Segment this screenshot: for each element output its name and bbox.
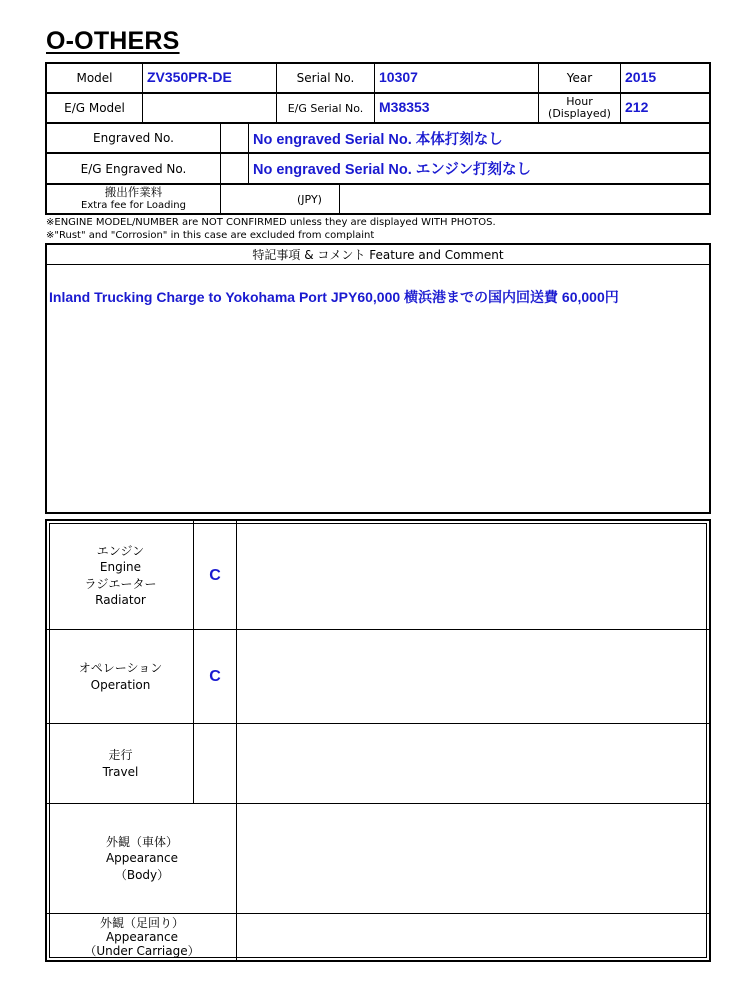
hour-label (539, 94, 620, 122)
operation-label-en: Operation (90, 677, 151, 692)
fee-label-en: Extra fee for Loading (81, 200, 186, 211)
engine-grade: C (209, 566, 221, 584)
appearance-body-label-jp: 外観（車体） (105, 834, 178, 849)
feature-comment-text: Inland Trucking Charge to Yokohama Port JPY60,000 横浜港までの国内回送費 60,000円 (49, 289, 619, 305)
radiator-label-en: Radiator (95, 593, 146, 607)
travel-label (48, 724, 193, 803)
operation-label (48, 630, 193, 723)
appearance-body-label (48, 804, 236, 913)
engine-label-en: Engine (99, 560, 142, 574)
fee-label-jp: 搬出作業料 (104, 185, 163, 199)
appearance-uc-label-jp: 外観（足回り） (99, 916, 184, 930)
appearance-body-label-en: Appearance (105, 851, 179, 866)
appearance-uc-label-en: Appearance (105, 930, 179, 944)
engine-label-jp: エンジン (96, 543, 145, 558)
page-title: O-OTHERS (46, 27, 180, 55)
fee-unit: (JPY) (297, 192, 322, 206)
engraved-label: Engraved No. (93, 131, 174, 145)
model-value: ZV350PR-DE (147, 69, 232, 85)
operation-grade: C (209, 667, 221, 685)
travel-label-jp: 走行 (108, 748, 133, 762)
fee-label (47, 185, 220, 213)
appearance-undercarriage-label (48, 914, 236, 960)
operation-label-jp: オペレーション (78, 661, 163, 675)
eg-engraved-label: E/G Engraved No. (80, 161, 187, 176)
engine-radiator-label (48, 522, 193, 629)
serial-value: 10307 (379, 69, 418, 85)
eg-engraved-value: No engraved Serial No. エンジン打刻なし (253, 162, 532, 178)
fee-value (340, 185, 709, 213)
hour-value: 212 (625, 99, 649, 115)
year-label: Year (566, 71, 593, 85)
travel-grade (194, 724, 236, 803)
appearance-undercarriage-comment (238, 914, 708, 960)
serial-label: Serial No. (296, 71, 355, 85)
model-label: Model (76, 71, 113, 85)
engine-comment (238, 522, 708, 629)
note-rust-exclusion: ※"Rust" and "Corrosion" in this case are excluded from complaint (46, 230, 375, 241)
radiator-label-jp: ラジエーター (84, 576, 157, 591)
travel-comment (238, 724, 708, 803)
eg-model-label: E/G Model (64, 101, 125, 115)
operation-comment (238, 630, 708, 723)
travel-label-en: Travel (102, 764, 139, 779)
eg-serial-value: M38353 (379, 99, 430, 115)
engraved-value: No engraved Serial No. 本体打刻なし (253, 131, 503, 148)
eg-model-value (143, 94, 276, 120)
hour-label-line2: (Displayed) (548, 107, 611, 120)
year-value: 2015 (625, 69, 657, 85)
appearance-body-comment (238, 804, 708, 913)
feature-comment-header: 特記事項 & コメント Feature and Comment (252, 248, 504, 262)
feature-comment-box (45, 243, 711, 514)
appearance-body-label-sub: （Body） (114, 867, 170, 882)
appearance-uc-label-sub: （Under Carriage） (84, 944, 200, 958)
note-engine-confirmation: ※ENGINE MODEL/NUMBER are NOT CONFIRMED unless they are displayed WITH PHOTOS. (46, 217, 496, 228)
eg-serial-label: E/G Serial No. (287, 101, 364, 115)
hour-label-line1: Hour (566, 95, 593, 108)
